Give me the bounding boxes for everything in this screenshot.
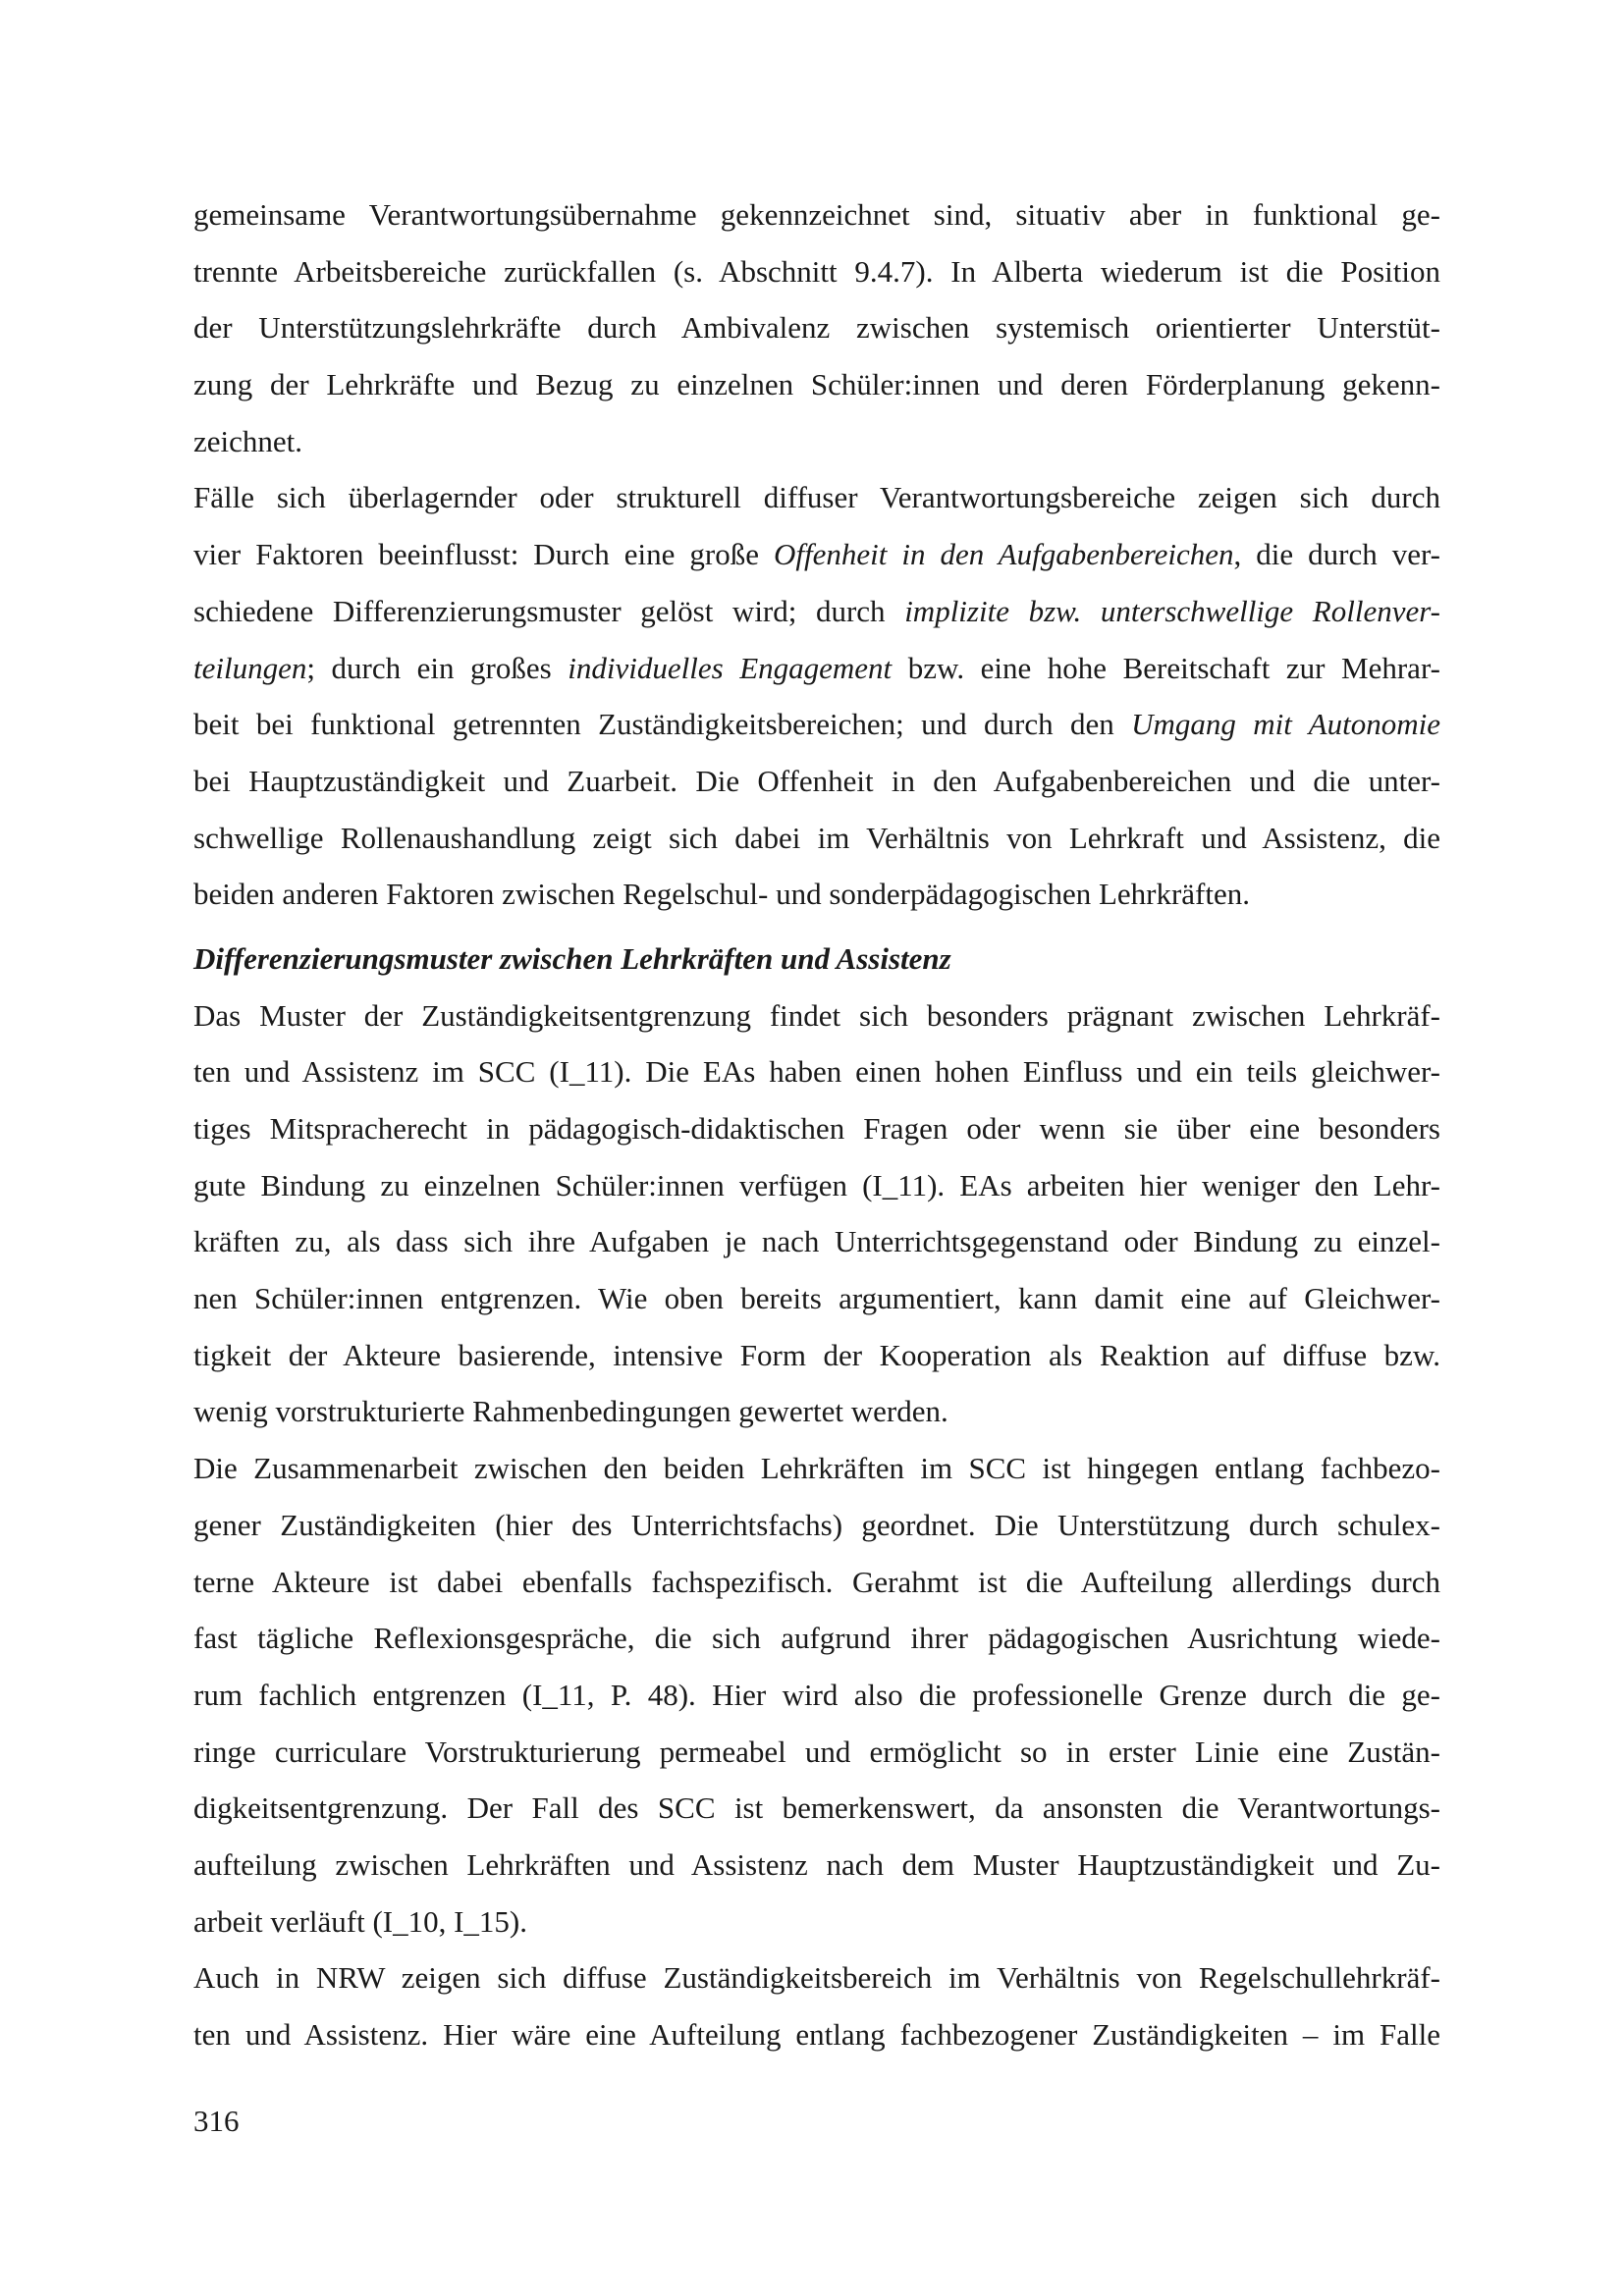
text-line xyxy=(193,1667,1440,1724)
text-segment: fast tägliche Reflexionsgespräche, die sich aufgrund ihrer pädagogischen Ausrichtung wiede- xyxy=(193,1621,1440,1656)
text-line xyxy=(193,356,1440,413)
text-line xyxy=(193,1270,1440,1327)
text-segment: tiges Mitspracherecht in pädagogisch-didaktischen Fragen oder wenn sie über eine besonders xyxy=(193,1111,1440,1146)
text-line xyxy=(193,1610,1440,1667)
section-heading xyxy=(193,931,1440,988)
text-segment: aufteilung zwischen Lehrkräften und Assistenz nach dem Muster Hauptzuständigkeit und Zu- xyxy=(193,1846,1440,1882)
text-segment: digkeitsentgrenzung. Der Fall des SCC ist bemerkenswert, da ansonsten die Verantwortungs- xyxy=(193,1790,1440,1826)
text-line xyxy=(193,243,1440,300)
text-line xyxy=(193,1440,1440,1497)
text-segment: zeichnet. xyxy=(193,423,303,458)
text-segment: trennte Arbeitsbereiche zurückfallen (s. Abschnitt 9.4.7). In Alberta wiederum ist die Position xyxy=(193,253,1440,289)
text-segment: terne Akteure ist dabei ebenfalls fachspezifisch. Gerahmt ist die Aufteilung allerdings durch xyxy=(193,1564,1440,1599)
text-segment: gute Bindung zu einzelnen Schüler:innen verfügen (I_11). EAs arbeiten hier weniger den Lehr- xyxy=(193,1167,1440,1202)
page-number: 316 xyxy=(193,2104,240,2138)
text-segment: gener Zuständigkeiten (hier des Unterrichtsfachs) geordnet. Die Unterstützung durch schulex- xyxy=(193,1507,1440,1542)
text-segment: bzw. eine hohe Bereitschaft zur Mehrar- xyxy=(892,650,1440,685)
text-line xyxy=(193,1837,1440,1894)
text-line xyxy=(193,866,1440,923)
text-segment: tigkeit der Akteure basierende, intensive Form der Kooperation als Reaktion auf diffuse bzw. xyxy=(193,1337,1440,1372)
text-segment: Differenzierungsmuster zwischen Lehrkräften und Assistenz xyxy=(193,940,951,976)
text-line xyxy=(193,1043,1440,1100)
emphasized-text: individuelles Engagement xyxy=(568,650,893,685)
text-segment: ; durch ein großes xyxy=(306,650,568,685)
text-line xyxy=(193,526,1440,583)
text-segment: bei Hauptzuständigkeit und Zuarbeit. Die Offenheit in den Aufgabenbereichen und die unter- xyxy=(193,763,1440,798)
text-segment: arbeit verläuft (I_10, I_15). xyxy=(193,1903,528,1939)
text-line xyxy=(193,810,1440,867)
text-segment: der Unterstützungslehrkräfte durch Ambivalenz zwischen systemisch orientierter Unterstüt- xyxy=(193,310,1440,346)
text-segment: kräften zu, als dass sich ihre Aufgaben je nach Unterrichtsgegenstand oder Bindung zu einzel- xyxy=(193,1224,1440,1259)
page-body xyxy=(193,187,1440,2063)
text-segment: gemeinsame Verantwortungsübernahme gekennzeichnet sind, situativ aber in funktional ge- xyxy=(193,197,1440,232)
text-line xyxy=(193,1949,1440,2006)
text-segment: wenig vorstrukturierte Rahmenbedingungen gewertet werden. xyxy=(193,1394,948,1429)
text-segment: Die Zusammenarbeit zwischen den beiden Lehrkräften im SCC ist hingegen entlang fachbezo- xyxy=(193,1451,1440,1486)
text-segment: ten und Assistenz. Hier wäre eine Aufteilung entlang fachbezogener Zuständigkeiten – im Falle xyxy=(193,2017,1440,2052)
text-line xyxy=(193,299,1440,356)
text-line xyxy=(193,187,1440,243)
text-line xyxy=(193,1383,1440,1440)
text-line xyxy=(193,640,1440,697)
text-segment: , die durch ver- xyxy=(1233,537,1440,572)
text-segment: Fälle sich überlagernder oder strukturell diffuser Verantwortungsbereiche zeigen sich durch xyxy=(193,480,1440,515)
emphasized-text: Offenheit in den Aufgabenbereichen xyxy=(773,537,1234,572)
text-line xyxy=(193,1157,1440,1214)
text-line xyxy=(193,469,1440,526)
text-segment: zung der Lehrkräfte und Bezug zu einzelnen Schüler:innen und deren Förderplanung gekenn- xyxy=(193,367,1440,402)
text-segment: rum fachlich entgrenzen (I_11, P. 48). Hier wird also die professionelle Grenze durch die ge- xyxy=(193,1677,1440,1712)
text-line xyxy=(193,1894,1440,1950)
emphasized-text: teilungen xyxy=(193,650,307,685)
text-line xyxy=(193,1497,1440,1554)
text-line xyxy=(193,1100,1440,1157)
text-line xyxy=(193,753,1440,810)
text-line xyxy=(193,1554,1440,1611)
text-line xyxy=(193,1213,1440,1270)
text-segment: vier Faktoren beeinflusst: Durch eine große xyxy=(193,537,774,572)
text-line xyxy=(193,988,1440,1044)
text-segment: Das Muster der Zuständigkeitsentgrenzung findet sich besonders prägnant zwischen Lehrkräf- xyxy=(193,997,1440,1033)
emphasized-text: implizite bzw. unterschwellige Rollenver- xyxy=(904,593,1440,628)
text-line xyxy=(193,1327,1440,1384)
text-segment: ten und Assistenz im SCC (I_11). Die EAs haben einen hohen Einfluss und ein teils gleichwer- xyxy=(193,1054,1440,1090)
text-line xyxy=(193,583,1440,640)
text-segment: schwellige Rollenaushandlung zeigt sich dabei im Verhältnis von Lehrkraft und Assistenz, die xyxy=(193,820,1440,855)
text-line xyxy=(193,413,1440,470)
text-segment: ringe curriculare Vorstrukturierung permeabel und ermöglicht so in erster Linie eine Zustän- xyxy=(193,1734,1440,1769)
text-line xyxy=(193,696,1440,753)
emphasized-text: Umgang mit Autonomie xyxy=(1131,707,1440,742)
text-line xyxy=(193,1780,1440,1837)
text-segment: Auch in NRW zeigen sich diffuse Zuständigkeitsbereich im Verhältnis von Regelschullehrkräf- xyxy=(193,1960,1440,1996)
text-line xyxy=(193,2006,1440,2063)
text-segment: schiedene Differenzierungsmuster gelöst wird; durch xyxy=(193,593,905,628)
text-segment: beit bei funktional getrennten Zuständigkeitsbereichen; und durch den xyxy=(193,707,1132,742)
text-segment: beiden anderen Faktoren zwischen Regelschul- und sonderpädagogischen Lehrkräften. xyxy=(193,877,1250,912)
text-segment: nen Schüler:innen entgrenzen. Wie oben bereits argumentiert, kann damit eine auf Gleichwer- xyxy=(193,1281,1440,1316)
text-line xyxy=(193,1724,1440,1781)
